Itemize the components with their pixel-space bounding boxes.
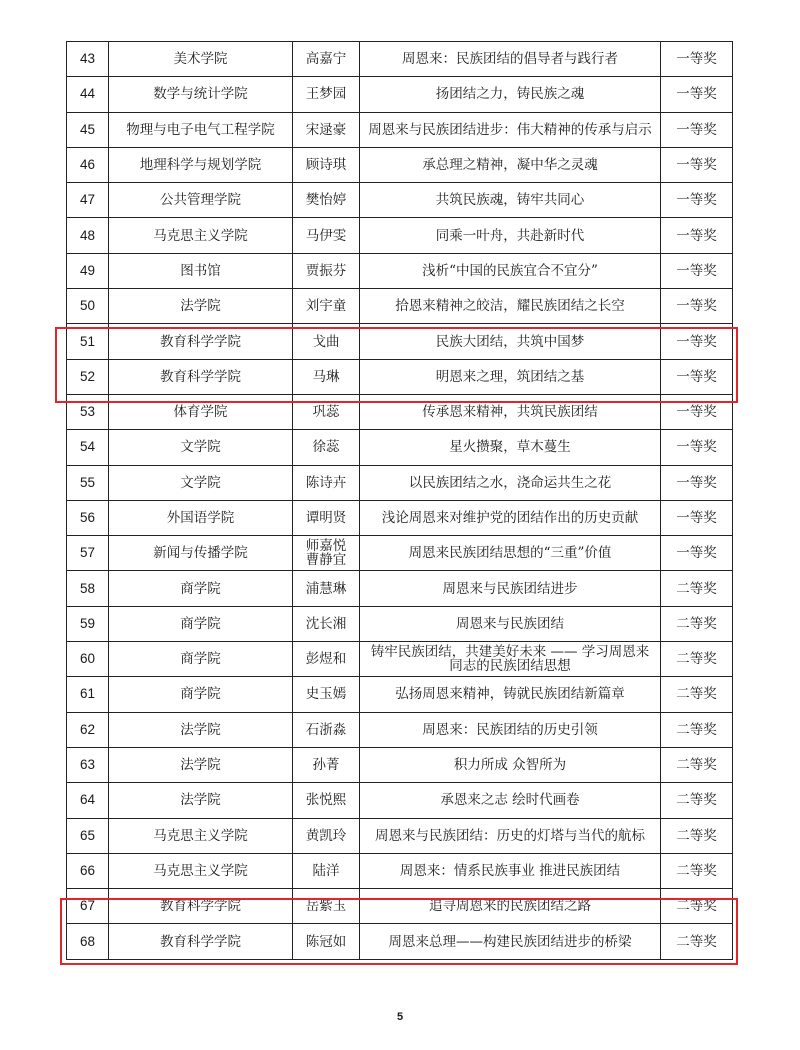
row-number: 65 [67,818,109,853]
title-cell: 承总理之精神，凝中华之灵魂 [360,147,661,182]
name-cell: 顾诗琪 [293,147,360,182]
name-cell: 徐蕊 [293,430,360,465]
name-cell: 马伊雯 [293,218,360,253]
row-number: 61 [67,677,109,712]
award-table-body [67,42,733,960]
name-cell: 宋逯豪 [293,112,360,147]
highlight-box-rows-51-52 [55,327,738,403]
award-cell: 二等奖 [661,889,733,924]
college-cell: 法学院 [109,712,293,747]
title-cell: 浅析“中国的民族宜合不宜分” [360,253,661,288]
name-cell: 戈曲 [293,324,360,359]
college-cell: 马克思主义学院 [109,218,293,253]
award-cell: 一等奖 [661,324,733,359]
award-table [66,41,733,960]
title-cell: 传承恩来精神，共筑民族团结 [360,394,661,429]
row-number: 47 [67,183,109,218]
table-row [67,289,733,324]
award-cell: 二等奖 [661,571,733,606]
award-cell: 一等奖 [661,359,733,394]
table-row [67,712,733,747]
title-cell: 周恩来与民族团结：历史的灯塔与当代的航标 [360,818,661,853]
college-cell: 马克思主义学院 [109,853,293,888]
row-number: 60 [67,642,109,677]
highlight-box-rows-67-68 [60,898,738,965]
college-cell: 教育科学学院 [109,889,293,924]
table-row [67,747,733,782]
award-cell: 二等奖 [661,783,733,818]
college-cell: 商学院 [109,677,293,712]
title-cell: 扬团结之力，铸民族之魂 [360,77,661,112]
title-cell: 周恩来：民族团结的倡导者与践行者 [360,42,661,77]
table-row [67,818,733,853]
table-row [67,183,733,218]
name-cell: 孙菁 [293,747,360,782]
table-row [67,500,733,535]
award-cell: 二等奖 [661,747,733,782]
college-cell: 法学院 [109,783,293,818]
row-number: 54 [67,430,109,465]
title-cell: 铸牢民族团结，共建美好未来 —— 学习周恩来同志的民族团结思想 [360,642,661,677]
row-number: 59 [67,606,109,641]
award-cell: 一等奖 [661,147,733,182]
name-cell: 贾振芬 [293,253,360,288]
title-cell: 以民族团结之水，浇命运共生之花 [360,465,661,500]
row-number: 56 [67,500,109,535]
name-cell: 石浙淼 [293,712,360,747]
college-cell: 地理科学与规划学院 [109,147,293,182]
award-cell: 一等奖 [661,500,733,535]
award-cell: 一等奖 [661,394,733,429]
table-row [67,77,733,112]
college-cell: 法学院 [109,289,293,324]
award-cell: 一等奖 [661,42,733,77]
table-row [67,642,733,677]
award-cell: 二等奖 [661,677,733,712]
award-cell: 一等奖 [661,77,733,112]
award-cell: 二等奖 [661,606,733,641]
college-cell: 美术学院 [109,42,293,77]
row-number: 50 [67,289,109,324]
title-cell: 周恩来总理——构建民族团结进步的桥梁 [360,924,661,959]
row-number: 68 [67,924,109,959]
college-cell: 图书馆 [109,253,293,288]
table-row [67,253,733,288]
college-cell: 外国语学院 [109,500,293,535]
row-number: 62 [67,712,109,747]
row-number: 64 [67,783,109,818]
name-cell: 师嘉悦 曹静宜 [293,536,360,571]
title-cell: 弘扬周恩来精神，铸就民族团结新篇章 [360,677,661,712]
row-number: 58 [67,571,109,606]
table-row [67,147,733,182]
row-number: 49 [67,253,109,288]
title-cell: 周恩来与民族团结进步 [360,571,661,606]
name-cell: 张悦熙 [293,783,360,818]
college-cell: 商学院 [109,606,293,641]
row-number: 46 [67,147,109,182]
award-cell: 二等奖 [661,924,733,959]
row-number: 44 [67,77,109,112]
title-cell: 周恩来与民族团结进步：伟大精神的传承与启示 [360,112,661,147]
table-row [67,430,733,465]
name-cell: 陆洋 [293,853,360,888]
table-row [67,783,733,818]
college-cell: 教育科学学院 [109,924,293,959]
title-cell: 共筑民族魂，铸牢共同心 [360,183,661,218]
award-cell: 一等奖 [661,430,733,465]
table-row [67,571,733,606]
title-cell: 积力所成 众智所为 [360,747,661,782]
name-cell: 樊怡婷 [293,183,360,218]
award-cell: 一等奖 [661,536,733,571]
row-number: 51 [67,324,109,359]
title-cell: 周恩来与民族团结 [360,606,661,641]
college-cell: 教育科学学院 [109,324,293,359]
college-cell: 商学院 [109,571,293,606]
award-cell: 一等奖 [661,183,733,218]
row-number: 66 [67,853,109,888]
table-row [67,853,733,888]
title-cell: 民族大团结，共筑中国梦 [360,324,661,359]
name-cell: 高嘉宁 [293,42,360,77]
award-cell: 一等奖 [661,112,733,147]
table-row [67,677,733,712]
college-cell: 数学与统计学院 [109,77,293,112]
college-cell: 体育学院 [109,394,293,429]
name-cell: 沈长湘 [293,606,360,641]
college-cell: 教育科学学院 [109,359,293,394]
college-cell: 法学院 [109,747,293,782]
college-cell: 物理与电子电气工程学院 [109,112,293,147]
college-cell: 文学院 [109,465,293,500]
award-cell: 二等奖 [661,818,733,853]
award-cell: 二等奖 [661,712,733,747]
college-cell: 公共管理学院 [109,183,293,218]
name-cell: 陈诗卉 [293,465,360,500]
name-cell: 浦慧琳 [293,571,360,606]
row-number: 52 [67,359,109,394]
name-cell: 岳紫玉 [293,889,360,924]
table-row [67,218,733,253]
title-cell: 追寻周恩来的民族团结之路 [360,889,661,924]
row-number: 43 [67,42,109,77]
name-cell: 陈冠如 [293,924,360,959]
title-cell: 周恩来：情系民族事业 推进民族团结 [360,853,661,888]
award-cell: 一等奖 [661,218,733,253]
name-cell: 马琳 [293,359,360,394]
name-cell: 王梦园 [293,77,360,112]
page-number: 5 [396,1011,404,1023]
name-cell: 黄凯玲 [293,818,360,853]
title-cell: 星火攒聚，草木蔓生 [360,430,661,465]
name-cell: 刘宇童 [293,289,360,324]
name-cell: 彭煜和 [293,642,360,677]
row-number: 53 [67,394,109,429]
table-row [67,606,733,641]
table-row [67,465,733,500]
row-number: 55 [67,465,109,500]
award-cell: 一等奖 [661,289,733,324]
college-cell: 文学院 [109,430,293,465]
title-cell: 承恩来之志 绘时代画卷 [360,783,661,818]
row-number: 67 [67,889,109,924]
college-cell: 商学院 [109,642,293,677]
table-row [67,42,733,77]
name-cell: 巩蕊 [293,394,360,429]
name-cell: 史玉嫣 [293,677,360,712]
college-cell: 马克思主义学院 [109,818,293,853]
title-cell: 周恩来：民族团结的历史引领 [360,712,661,747]
title-cell: 浅论周恩来对维护党的团结作出的历史贡献 [360,500,661,535]
award-cell: 一等奖 [661,465,733,500]
title-cell: 明恩来之理，筑团结之基 [360,359,661,394]
table-row [67,536,733,571]
college-cell: 新闻与传播学院 [109,536,293,571]
row-number: 57 [67,536,109,571]
row-number: 45 [67,112,109,147]
row-number: 48 [67,218,109,253]
title-cell: 拾恩来精神之皎洁，耀民族团结之长空 [360,289,661,324]
title-cell: 周恩来民族团结思想的“三重”价值 [360,536,661,571]
award-cell: 一等奖 [661,253,733,288]
award-cell: 二等奖 [661,853,733,888]
title-cell: 同乘一叶舟，共赴新时代 [360,218,661,253]
name-cell: 谭明贤 [293,500,360,535]
row-number: 63 [67,747,109,782]
award-cell: 二等奖 [661,642,733,677]
table-row [67,112,733,147]
